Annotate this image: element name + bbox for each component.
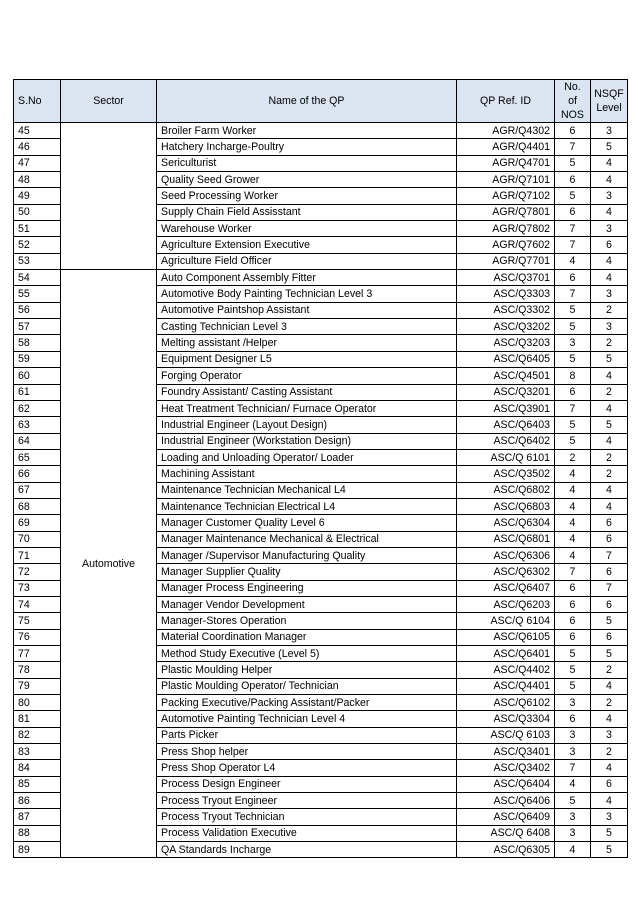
cell-qp-name: Packing Executive/Packing Assistant/Packer bbox=[157, 695, 457, 711]
cell-sno: 71 bbox=[14, 547, 61, 563]
cell-sno: 74 bbox=[14, 596, 61, 612]
cell-qp-ref-id: ASC/Q3402 bbox=[457, 760, 555, 776]
cell-qp-name: Process Tryout Technician bbox=[157, 809, 457, 825]
cell-sno: 58 bbox=[14, 335, 61, 351]
cell-nsqf-level: 2 bbox=[591, 466, 628, 482]
cell-nsqf-level: 6 bbox=[591, 596, 628, 612]
cell-sno: 79 bbox=[14, 678, 61, 694]
cell-qp-name: Auto Component Assembly Fitter bbox=[157, 270, 457, 286]
cell-qp-ref-id: ASC/Q3202 bbox=[457, 319, 555, 335]
cell-sno: 63 bbox=[14, 417, 61, 433]
cell-qp-name: Maintenance Technician Mechanical L4 bbox=[157, 482, 457, 498]
cell-sno: 67 bbox=[14, 482, 61, 498]
cell-nsqf-level: 5 bbox=[591, 351, 628, 367]
cell-nsqf-level: 4 bbox=[591, 433, 628, 449]
cell-nsqf-level: 5 bbox=[591, 417, 628, 433]
cell-qp-name: Automotive Paintshop Assistant bbox=[157, 302, 457, 318]
cell-nsqf-level: 6 bbox=[591, 776, 628, 792]
cell-qp-ref-id: AGR/Q7102 bbox=[457, 188, 555, 204]
cell-sno: 73 bbox=[14, 580, 61, 596]
cell-qp-ref-id: AGR/Q4701 bbox=[457, 155, 555, 171]
cell-qp-ref-id: ASC/Q3203 bbox=[457, 335, 555, 351]
header-nsqf-line: NSQF bbox=[594, 88, 624, 100]
cell-qp-name: Manager /Supervisor Manufacturing Quality bbox=[157, 547, 457, 563]
cell-nos-count: 3 bbox=[555, 744, 591, 760]
cell-qp-name: Automotive Painting Technician Level 4 bbox=[157, 711, 457, 727]
cell-qp-ref-id: ASC/Q4501 bbox=[457, 368, 555, 384]
cell-qp-name: Process Validation Executive bbox=[157, 825, 457, 841]
cell-nsqf-level: 2 bbox=[591, 744, 628, 760]
cell-nos-count: 4 bbox=[555, 842, 591, 858]
cell-sector bbox=[61, 123, 157, 270]
cell-qp-ref-id: AGR/Q7602 bbox=[457, 237, 555, 253]
cell-nos-count: 6 bbox=[555, 123, 591, 139]
cell-sno: 88 bbox=[14, 825, 61, 841]
cell-qp-ref-id: AGR/Q7701 bbox=[457, 253, 555, 269]
cell-sno: 77 bbox=[14, 646, 61, 662]
cell-sno: 57 bbox=[14, 319, 61, 335]
cell-nos-count: 3 bbox=[555, 825, 591, 841]
cell-qp-ref-id: ASC/Q6407 bbox=[457, 580, 555, 596]
cell-qp-name: Manager Vendor Development bbox=[157, 596, 457, 612]
header-nos-line: No. bbox=[564, 81, 581, 93]
cell-sno: 78 bbox=[14, 662, 61, 678]
cell-sno: 69 bbox=[14, 515, 61, 531]
cell-nos-count: 3 bbox=[555, 695, 591, 711]
cell-qp-name: Agriculture Field Officer bbox=[157, 253, 457, 269]
cell-nsqf-level: 3 bbox=[591, 123, 628, 139]
cell-sector: Automotive bbox=[61, 270, 157, 858]
cell-nos-count: 7 bbox=[555, 564, 591, 580]
cell-qp-name: Automotive Body Painting Technician Level 3 bbox=[157, 286, 457, 302]
cell-qp-name: Foundry Assistant/ Casting Assistant bbox=[157, 384, 457, 400]
cell-qp-name: Supply Chain Field Assisstant bbox=[157, 204, 457, 220]
cell-nos-count: 4 bbox=[555, 466, 591, 482]
cell-qp-name: Method Study Executive (Level 5) bbox=[157, 646, 457, 662]
cell-qp-ref-id: ASC/Q 6103 bbox=[457, 727, 555, 743]
cell-qp-name: Equipment Designer L5 bbox=[157, 351, 457, 367]
cell-qp-ref-id: ASC/Q6302 bbox=[457, 564, 555, 580]
header-sno: S.No bbox=[14, 80, 61, 123]
cell-nos-count: 7 bbox=[555, 221, 591, 237]
cell-nos-count: 4 bbox=[555, 515, 591, 531]
cell-nsqf-level: 4 bbox=[591, 270, 628, 286]
cell-nsqf-level: 4 bbox=[591, 204, 628, 220]
cell-nsqf-level: 3 bbox=[591, 188, 628, 204]
cell-nsqf-level: 4 bbox=[591, 482, 628, 498]
cell-nos-count: 4 bbox=[555, 482, 591, 498]
cell-nos-count: 5 bbox=[555, 302, 591, 318]
cell-sno: 80 bbox=[14, 695, 61, 711]
cell-qp-ref-id: ASC/Q 6408 bbox=[457, 825, 555, 841]
cell-nos-count: 6 bbox=[555, 596, 591, 612]
cell-qp-ref-id: ASC/Q6409 bbox=[457, 809, 555, 825]
header-qp-ref-id: QP Ref. ID bbox=[457, 80, 555, 123]
cell-nos-count: 3 bbox=[555, 727, 591, 743]
cell-qp-ref-id: ASC/Q3303 bbox=[457, 286, 555, 302]
cell-nsqf-level: 5 bbox=[591, 139, 628, 155]
cell-qp-name: QA Standards Incharge bbox=[157, 842, 457, 858]
cell-qp-name: Casting Technician Level 3 bbox=[157, 319, 457, 335]
cell-nos-count: 4 bbox=[555, 498, 591, 514]
cell-nsqf-level: 2 bbox=[591, 335, 628, 351]
cell-sno: 86 bbox=[14, 793, 61, 809]
cell-qp-name: Parts Picker bbox=[157, 727, 457, 743]
cell-qp-name: Warehouse Worker bbox=[157, 221, 457, 237]
cell-nsqf-level: 5 bbox=[591, 842, 628, 858]
cell-sno: 68 bbox=[14, 498, 61, 514]
cell-nsqf-level: 3 bbox=[591, 221, 628, 237]
cell-qp-name: Seed Processing Worker bbox=[157, 188, 457, 204]
cell-qp-ref-id: ASC/Q 6101 bbox=[457, 449, 555, 465]
cell-nsqf-level: 7 bbox=[591, 580, 628, 596]
cell-nos-count: 3 bbox=[555, 335, 591, 351]
cell-qp-name: Process Design Engineer bbox=[157, 776, 457, 792]
cell-qp-name: Manager-Stores Operation bbox=[157, 613, 457, 629]
cell-nsqf-level: 4 bbox=[591, 400, 628, 416]
cell-nsqf-level: 4 bbox=[591, 711, 628, 727]
cell-nsqf-level: 5 bbox=[591, 646, 628, 662]
cell-sno: 55 bbox=[14, 286, 61, 302]
header-nos-line: of bbox=[568, 95, 577, 107]
cell-qp-name: Plastic Moulding Helper bbox=[157, 662, 457, 678]
header-no-of-nos bbox=[555, 80, 591, 123]
cell-qp-ref-id: ASC/Q6401 bbox=[457, 646, 555, 662]
cell-qp-ref-id: ASC/Q3201 bbox=[457, 384, 555, 400]
header-nsqf-level bbox=[591, 80, 628, 123]
cell-qp-name: Press Shop Operator L4 bbox=[157, 760, 457, 776]
cell-qp-ref-id: ASC/Q6405 bbox=[457, 351, 555, 367]
cell-qp-ref-id: AGR/Q7802 bbox=[457, 221, 555, 237]
cell-qp-name: Broiler Farm Worker bbox=[157, 123, 457, 139]
table-body bbox=[14, 123, 628, 858]
cell-qp-ref-id: ASC/Q4402 bbox=[457, 662, 555, 678]
cell-qp-ref-id: ASC/Q3304 bbox=[457, 711, 555, 727]
cell-qp-name: Heat Treatment Technician/ Furnace Operator bbox=[157, 400, 457, 416]
cell-qp-name: Industrial Engineer (Layout Design) bbox=[157, 417, 457, 433]
cell-qp-ref-id: AGR/Q7101 bbox=[457, 172, 555, 188]
cell-sno: 84 bbox=[14, 760, 61, 776]
cell-qp-ref-id: AGR/Q7801 bbox=[457, 204, 555, 220]
header-nsqf-line: Level bbox=[596, 102, 622, 114]
cell-sno: 61 bbox=[14, 384, 61, 400]
cell-nos-count: 5 bbox=[555, 433, 591, 449]
cell-qp-name: Hatchery Incharge-Poultry bbox=[157, 139, 457, 155]
cell-qp-ref-id: ASC/Q4401 bbox=[457, 678, 555, 694]
cell-qp-name: Material Coordination Manager bbox=[157, 629, 457, 645]
cell-nos-count: 6 bbox=[555, 629, 591, 645]
cell-sno: 75 bbox=[14, 613, 61, 629]
cell-nos-count: 5 bbox=[555, 351, 591, 367]
cell-sno: 64 bbox=[14, 433, 61, 449]
cell-nos-count: 5 bbox=[555, 646, 591, 662]
cell-nos-count: 6 bbox=[555, 384, 591, 400]
cell-nos-count: 4 bbox=[555, 776, 591, 792]
header-qp-name: Name of the QP bbox=[157, 80, 457, 123]
cell-qp-name: Manager Supplier Quality bbox=[157, 564, 457, 580]
cell-qp-ref-id: ASC/Q 6104 bbox=[457, 613, 555, 629]
cell-sno: 48 bbox=[14, 172, 61, 188]
cell-qp-ref-id: ASC/Q6305 bbox=[457, 842, 555, 858]
cell-nsqf-level: 5 bbox=[591, 825, 628, 841]
header-sector: Sector bbox=[61, 80, 157, 123]
cell-nsqf-level: 3 bbox=[591, 319, 628, 335]
cell-qp-ref-id: ASC/Q3401 bbox=[457, 744, 555, 760]
cell-qp-ref-id: ASC/Q6801 bbox=[457, 531, 555, 547]
cell-nos-count: 7 bbox=[555, 400, 591, 416]
cell-nsqf-level: 4 bbox=[591, 760, 628, 776]
cell-nos-count: 5 bbox=[555, 662, 591, 678]
cell-sno: 45 bbox=[14, 123, 61, 139]
cell-qp-name: Industrial Engineer (Workstation Design) bbox=[157, 433, 457, 449]
cell-nsqf-level: 5 bbox=[591, 613, 628, 629]
cell-nos-count: 5 bbox=[555, 678, 591, 694]
cell-sno: 51 bbox=[14, 221, 61, 237]
cell-qp-ref-id: ASC/Q3701 bbox=[457, 270, 555, 286]
cell-qp-name: Loading and Unloading Operator/ Loader bbox=[157, 449, 457, 465]
qp-table bbox=[13, 79, 628, 858]
cell-nos-count: 6 bbox=[555, 270, 591, 286]
cell-nos-count: 5 bbox=[555, 319, 591, 335]
cell-qp-name: Manager Process Engineering bbox=[157, 580, 457, 596]
cell-qp-ref-id: ASC/Q6402 bbox=[457, 433, 555, 449]
cell-sno: 83 bbox=[14, 744, 61, 760]
cell-sno: 87 bbox=[14, 809, 61, 825]
cell-nsqf-level: 4 bbox=[591, 368, 628, 384]
cell-nos-count: 7 bbox=[555, 139, 591, 155]
cell-nsqf-level: 4 bbox=[591, 498, 628, 514]
cell-qp-ref-id: ASC/Q6304 bbox=[457, 515, 555, 531]
cell-qp-name: Plastic Moulding Operator/ Technician bbox=[157, 678, 457, 694]
cell-qp-name: Forging Operator bbox=[157, 368, 457, 384]
cell-sno: 56 bbox=[14, 302, 61, 318]
cell-sno: 62 bbox=[14, 400, 61, 416]
cell-sno: 72 bbox=[14, 564, 61, 580]
cell-nsqf-level: 6 bbox=[591, 531, 628, 547]
cell-nos-count: 4 bbox=[555, 253, 591, 269]
cell-sno: 85 bbox=[14, 776, 61, 792]
cell-sno: 47 bbox=[14, 155, 61, 171]
cell-sno: 52 bbox=[14, 237, 61, 253]
cell-qp-ref-id: ASC/Q6102 bbox=[457, 695, 555, 711]
cell-nsqf-level: 2 bbox=[591, 302, 628, 318]
cell-nos-count: 6 bbox=[555, 172, 591, 188]
cell-sno: 65 bbox=[14, 449, 61, 465]
cell-nsqf-level: 6 bbox=[591, 237, 628, 253]
cell-qp-ref-id: ASC/Q3302 bbox=[457, 302, 555, 318]
table-header bbox=[14, 80, 628, 123]
cell-sno: 81 bbox=[14, 711, 61, 727]
cell-qp-ref-id: ASC/Q6406 bbox=[457, 793, 555, 809]
cell-nos-count: 7 bbox=[555, 286, 591, 302]
cell-sno: 60 bbox=[14, 368, 61, 384]
cell-nsqf-level: 2 bbox=[591, 662, 628, 678]
cell-nsqf-level: 2 bbox=[591, 449, 628, 465]
cell-qp-ref-id: AGR/Q4401 bbox=[457, 139, 555, 155]
cell-nos-count: 7 bbox=[555, 760, 591, 776]
cell-nsqf-level: 6 bbox=[591, 564, 628, 580]
header-nos-line: NOS bbox=[561, 109, 584, 121]
cell-qp-ref-id: ASC/Q6105 bbox=[457, 629, 555, 645]
cell-nos-count: 7 bbox=[555, 237, 591, 253]
cell-sno: 49 bbox=[14, 188, 61, 204]
cell-qp-name: Quality Seed Grower bbox=[157, 172, 457, 188]
cell-qp-ref-id: ASC/Q6306 bbox=[457, 547, 555, 563]
cell-qp-name: Sericulturist bbox=[157, 155, 457, 171]
cell-nos-count: 6 bbox=[555, 613, 591, 629]
cell-sno: 89 bbox=[14, 842, 61, 858]
cell-nsqf-level: 3 bbox=[591, 727, 628, 743]
cell-sno: 59 bbox=[14, 351, 61, 367]
cell-sno: 70 bbox=[14, 531, 61, 547]
cell-qp-ref-id: ASC/Q3901 bbox=[457, 400, 555, 416]
cell-nsqf-level: 4 bbox=[591, 253, 628, 269]
cell-qp-ref-id: ASC/Q6802 bbox=[457, 482, 555, 498]
cell-qp-name: Melting assistant /Helper bbox=[157, 335, 457, 351]
cell-sno: 54 bbox=[14, 270, 61, 286]
cell-qp-name: Press Shop helper bbox=[157, 744, 457, 760]
cell-qp-ref-id: ASC/Q3502 bbox=[457, 466, 555, 482]
cell-qp-name: Manager Maintenance Mechanical & Electrical bbox=[157, 531, 457, 547]
cell-nsqf-level: 2 bbox=[591, 695, 628, 711]
cell-nos-count: 3 bbox=[555, 809, 591, 825]
table-row bbox=[14, 123, 628, 139]
cell-sno: 82 bbox=[14, 727, 61, 743]
cell-sno: 76 bbox=[14, 629, 61, 645]
cell-nos-count: 5 bbox=[555, 793, 591, 809]
cell-qp-ref-id: ASC/Q6803 bbox=[457, 498, 555, 514]
cell-nsqf-level: 6 bbox=[591, 515, 628, 531]
cell-qp-ref-id: ASC/Q6404 bbox=[457, 776, 555, 792]
table-row bbox=[14, 270, 628, 286]
cell-nos-count: 6 bbox=[555, 711, 591, 727]
cell-nsqf-level: 3 bbox=[591, 809, 628, 825]
cell-nos-count: 6 bbox=[555, 204, 591, 220]
cell-sno: 53 bbox=[14, 253, 61, 269]
cell-nsqf-level: 4 bbox=[591, 172, 628, 188]
cell-nsqf-level: 7 bbox=[591, 547, 628, 563]
cell-qp-name: Machining Assistant bbox=[157, 466, 457, 482]
cell-qp-name: Manager Customer Quality Level 6 bbox=[157, 515, 457, 531]
header-row bbox=[14, 80, 628, 123]
cell-nos-count: 5 bbox=[555, 155, 591, 171]
cell-qp-name: Process Tryout Engineer bbox=[157, 793, 457, 809]
cell-sno: 66 bbox=[14, 466, 61, 482]
cell-nsqf-level: 4 bbox=[591, 155, 628, 171]
cell-qp-ref-id: ASC/Q6203 bbox=[457, 596, 555, 612]
cell-nos-count: 2 bbox=[555, 449, 591, 465]
cell-nsqf-level: 2 bbox=[591, 384, 628, 400]
cell-nsqf-level: 4 bbox=[591, 678, 628, 694]
cell-nos-count: 6 bbox=[555, 580, 591, 596]
cell-nsqf-level: 3 bbox=[591, 286, 628, 302]
cell-qp-name: Agriculture Extension Executive bbox=[157, 237, 457, 253]
cell-nos-count: 8 bbox=[555, 368, 591, 384]
cell-nos-count: 4 bbox=[555, 547, 591, 563]
cell-nsqf-level: 6 bbox=[591, 629, 628, 645]
cell-qp-ref-id: ASC/Q6403 bbox=[457, 417, 555, 433]
cell-sno: 50 bbox=[14, 204, 61, 220]
cell-qp-name: Maintenance Technician Electrical L4 bbox=[157, 498, 457, 514]
cell-qp-ref-id: AGR/Q4302 bbox=[457, 123, 555, 139]
cell-sno: 46 bbox=[14, 139, 61, 155]
cell-nos-count: 5 bbox=[555, 188, 591, 204]
cell-nos-count: 5 bbox=[555, 417, 591, 433]
cell-nos-count: 4 bbox=[555, 531, 591, 547]
cell-nsqf-level: 4 bbox=[591, 793, 628, 809]
